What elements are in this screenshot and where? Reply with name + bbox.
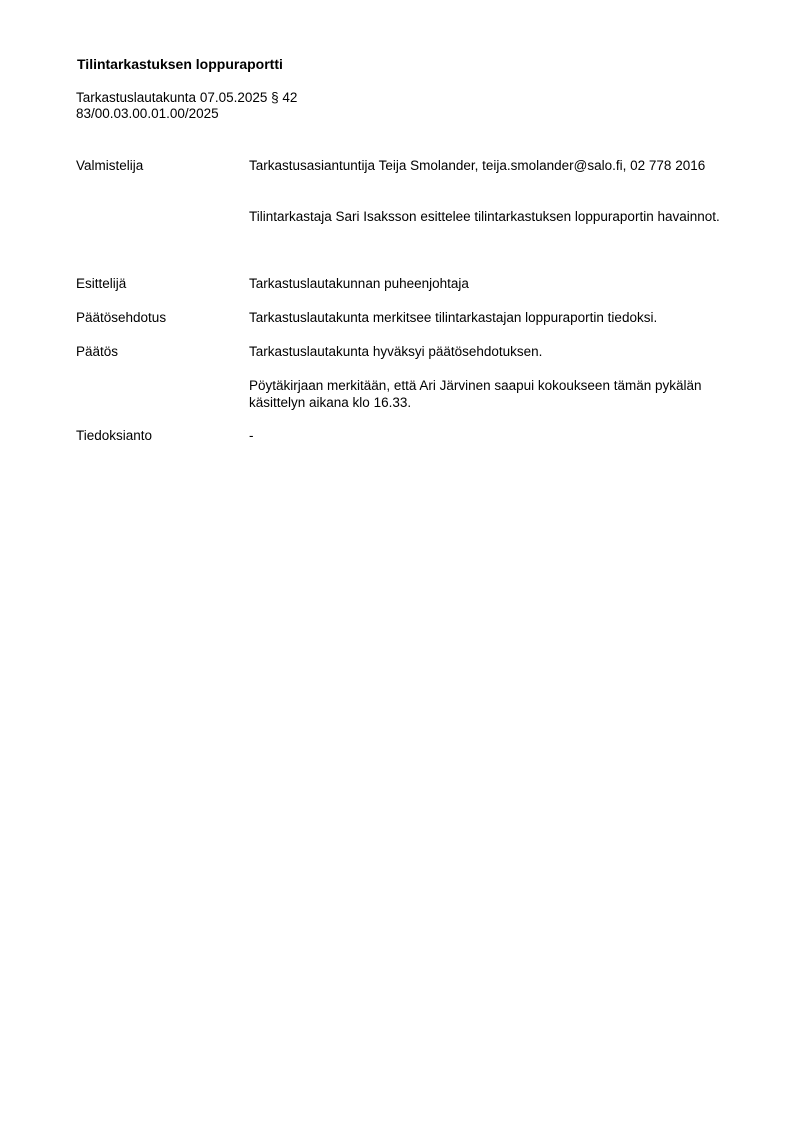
meeting-reference: Tarkastuslautakunta 07.05.2025 § 42 — [76, 90, 298, 105]
notification-text: - — [249, 428, 254, 443]
decision-note: Pöytäkirjaan merkitään, että Ari Järvinen saapui kokoukseen tämän pykälän käsittelyn aikana klo 16.33. — [249, 378, 702, 410]
section-label-paatosehdotus: Päätösehdotus — [76, 310, 167, 325]
proposal-text: Tarkastuslautakunta merkitsee tilintarkastajan loppuraportin tiedoksi. — [249, 310, 658, 325]
section-label-esittelija: Esittelijä — [76, 276, 127, 291]
meeting-meta — [76, 90, 297, 122]
presenter-text: Tarkastuslautakunnan puheenjohtaja — [249, 276, 469, 291]
section-label-tiedoksianto: Tiedoksianto — [76, 428, 153, 443]
preparer-contact: Tarkastusasiantuntija Teija Smolander, teija.smolander@salo.fi, 02 778 2016 — [249, 158, 706, 173]
section-label-valmistelija: Valmistelija — [76, 158, 144, 173]
preparer-note: Tilintarkastaja Sari Isaksson esittelee tilintarkastuksen loppuraportin havainnot. — [249, 209, 720, 224]
record-id: 83/00.03.00.01.00/2025 — [76, 106, 219, 121]
decision-text: Tarkastuslautakunta hyväksyi päätösehdotuksen. — [249, 344, 543, 359]
section-label-paatos: Päätös — [76, 344, 119, 359]
document-title: Tilintarkastuksen loppuraportti — [77, 56, 283, 72]
